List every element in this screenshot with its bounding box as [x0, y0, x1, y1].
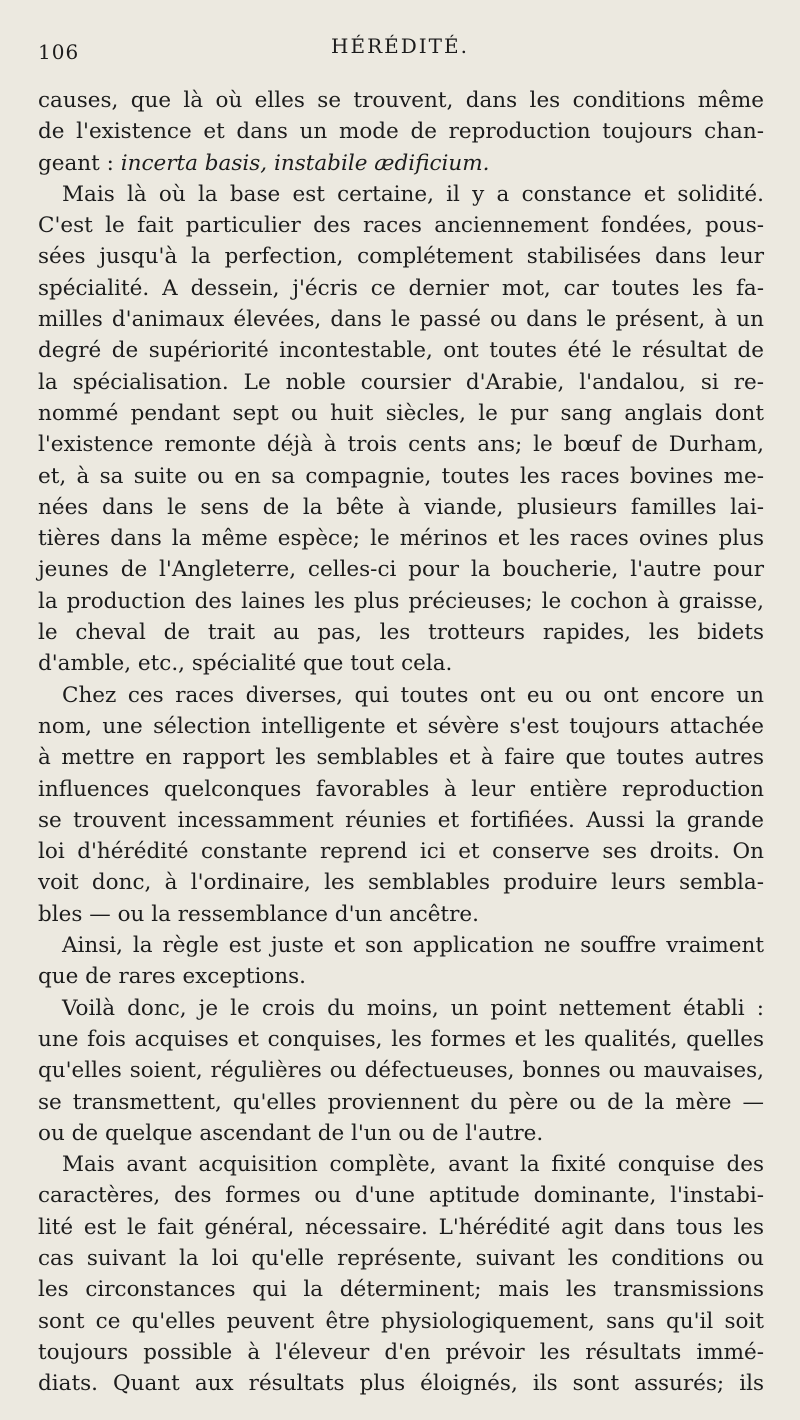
text-line [38, 273, 764, 304]
line-text: voit donc, à l'ordinaire, les semblables produire leurs sembla- [38, 870, 764, 896]
line-text: caractères, des formes ou d'une aptitude dominante, l'instabi- [38, 1183, 764, 1209]
text-line [38, 523, 764, 554]
text-line [38, 1337, 764, 1368]
text-line [38, 210, 764, 241]
line-text: Mais avant acquisition complète, avant la fixité conquise des [62, 1152, 764, 1178]
text-line [38, 1055, 764, 1086]
text-line [38, 429, 764, 460]
line-text: que de rares exceptions. [38, 964, 307, 990]
text-line [38, 680, 764, 711]
text-line [38, 648, 764, 679]
text-line [38, 805, 764, 836]
line-text: la production des laines les plus précieuses; le cochon à graisse, [38, 588, 764, 614]
page-header [38, 30, 762, 70]
line-text: spécialité. A dessein, j'écris ce dernier mot, car toutes les fa- [38, 275, 764, 301]
text-line [38, 85, 764, 116]
text-line [38, 1274, 764, 1305]
text-line [38, 1243, 764, 1274]
line-text: sont ce qu'elles peuvent être physiologiquement, sans qu'il soit [38, 1308, 764, 1334]
text-line [38, 742, 764, 773]
line-text: C'est le fait particulier des races anciennement fondées, pous- [38, 213, 764, 239]
line-text: à mettre en rapport les semblables et à faire que toutes autres [38, 745, 764, 771]
text-line [38, 554, 764, 585]
line-text: geant : [38, 150, 121, 176]
line-text: nommé pendant sept ou huit siècles, le pur sang anglais dont [38, 400, 764, 426]
text-line [38, 899, 764, 930]
line-text: degré de supériorité incontestable, ont toutes été le résultat de [38, 338, 764, 364]
text-line [38, 1024, 764, 1055]
text-line [38, 993, 764, 1024]
line-text: la spécialisation. Le noble coursier d'Arabie, l'andalou, si re- [38, 369, 764, 395]
text-line [38, 930, 764, 961]
text-line [38, 586, 764, 617]
text-line [38, 461, 764, 492]
text-line [38, 1306, 764, 1337]
line-text: cas suivant la loi qu'elle représente, suivant les conditions ou [38, 1245, 764, 1271]
text-line [38, 836, 764, 867]
text-line [38, 617, 764, 648]
running-head: HÉRÉDITÉ. [331, 34, 469, 58]
text-line [38, 116, 764, 147]
line-italic-text: incerta basis, instabile ædificium. [120, 150, 490, 176]
line-text: influences quelconques favorables à leur entière reproduction [38, 776, 764, 802]
text-line [38, 711, 764, 742]
text-line [38, 1368, 764, 1399]
body-text [38, 85, 764, 1399]
line-text: une fois acquises et conquises, les formes et les qualités, quelles [38, 1026, 764, 1052]
line-text: ou de quelque ascendant de l'un ou de l'autre. [38, 1120, 544, 1146]
text-line [38, 1118, 764, 1149]
line-text: nom, une sélection intelligente et sévère s'est toujours attachée [38, 713, 764, 739]
line-text: les circonstances qui la déterminent; mais les transmissions [38, 1277, 764, 1303]
line-text: bles — ou la ressemblance d'un ancêtre. [38, 901, 479, 927]
text-line [38, 335, 764, 366]
text-line [38, 961, 764, 992]
line-text: jeunes de l'Angleterre, celles-ci pour la boucherie, l'autre pour [38, 557, 764, 583]
line-text: se transmettent, qu'elles proviennent du père ou de la mère — [38, 1089, 764, 1115]
text-line [38, 492, 764, 523]
text-line [38, 367, 764, 398]
line-text: qu'elles soient, régulières ou défectueuses, bonnes ou mauvaises, [38, 1058, 764, 1084]
line-text: Voilà donc, je le crois du moins, un point nettement établi : [62, 995, 764, 1021]
line-text: lité est le fait général, nécessaire. L'hérédité agit dans tous les [38, 1214, 764, 1240]
line-text: causes, que là où elles se trouvent, dans les conditions même [38, 88, 764, 113]
text-line [38, 241, 764, 272]
line-text: et, à sa suite ou en sa compagnie, toutes les races bovines me- [38, 463, 764, 489]
line-text: l'existence remonte déjà à trois cents ans; le bœuf de Durham, [38, 432, 764, 458]
line-text: de l'existence et dans un mode de reproduction toujours chan- [38, 119, 764, 145]
text-line [38, 774, 764, 805]
line-text: Chez ces races diverses, qui toutes ont eu ou ont encore un [62, 682, 764, 708]
text-line [38, 1149, 764, 1180]
text-line [38, 304, 764, 335]
line-text: Mais là où la base est certaine, il y a constance et solidité. [62, 181, 764, 207]
text-line [38, 1180, 764, 1211]
line-text: toujours possible à l'éleveur d'en prévoir les résultats immé- [38, 1339, 764, 1365]
line-text: le cheval de trait au pas, les trotteurs rapides, les bidets [38, 620, 764, 646]
text-line [38, 179, 764, 210]
line-text: tières dans la même espèce; le mérinos et les races ovines plus [38, 526, 764, 552]
line-text: sées jusqu'à la perfection, complétement stabilisées dans leur [38, 244, 764, 270]
line-text: milles d'animaux élevées, dans le passé ou dans le présent, à un [38, 307, 764, 333]
text-line [38, 867, 764, 898]
line-text: nées dans le sens de la bête à viande, plusieurs familles lai- [38, 494, 764, 520]
line-text: diats. Quant aux résultats plus éloignés, ils sont assurés; ils [38, 1371, 764, 1397]
line-text: loi d'hérédité constante reprend ici et conserve ses droits. On [38, 839, 764, 865]
line-text: se trouvent incessamment réunies et fortifiées. Aussi la grande [38, 807, 764, 833]
text-line [38, 1212, 764, 1243]
text-line [38, 1087, 764, 1118]
text-line [38, 398, 764, 429]
text-line [38, 148, 764, 179]
page-number: 106 [38, 40, 80, 64]
line-text: Ainsi, la règle est juste et son application ne souffre vraiment [62, 933, 764, 959]
line-text: d'amble, etc., spécialité que tout cela. [38, 651, 453, 677]
